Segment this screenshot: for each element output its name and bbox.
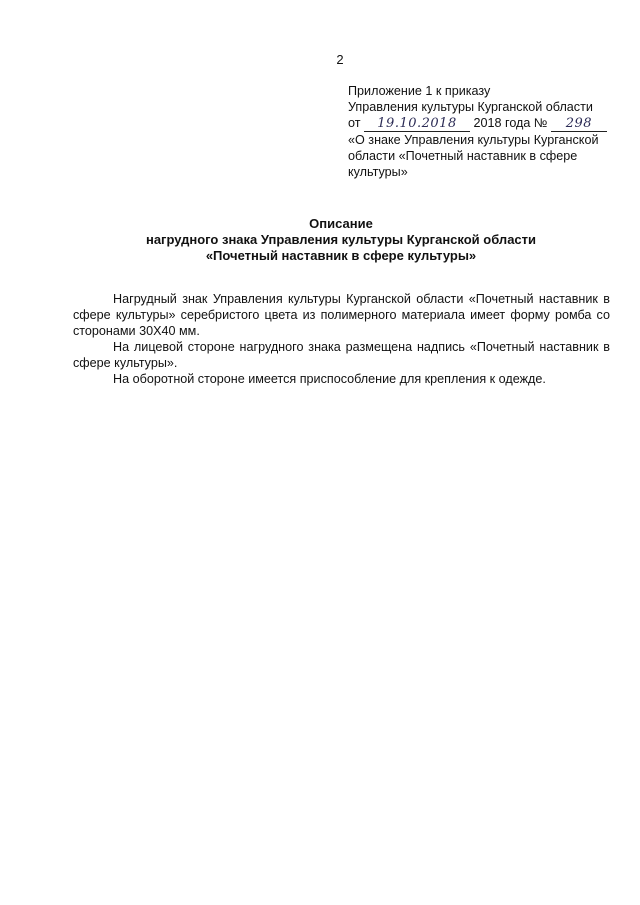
page-number: 2: [336, 52, 344, 67]
handwritten-date: 19.10.2018: [364, 117, 470, 132]
appendix-line-4: «О знаке Управления культуры Курганской: [348, 133, 599, 147]
appendix-line-5: области «Почетный наставник в сфере: [348, 149, 578, 163]
appendix-line-2: Управления культуры Курганской области: [348, 100, 593, 114]
body-paragraph-2: На лицевой стороне нагрудного знака размещена надпись «Почетный наставник в сфере культуры».: [73, 340, 610, 370]
appendix-line-1: Приложение 1 к приказу: [348, 84, 491, 98]
appendix-block: [348, 83, 618, 180]
heading-title: Описание: [309, 216, 373, 231]
document-body: [73, 291, 610, 387]
year-text: 2018 года №: [473, 116, 548, 130]
appendix-line-6: культуры»: [348, 165, 408, 179]
heading-subtitle-1: нагрудного знака Управления культуры Курганской области: [145, 232, 537, 247]
heading-subtitle-2: «Почетный наставник в сфере культуры»: [205, 248, 477, 263]
handwritten-order-number: 298: [551, 117, 607, 132]
document-heading: [0, 216, 640, 264]
date-prefix: от: [348, 116, 361, 130]
body-paragraph-1: Нагрудный знак Управления культуры Курганской области «Почетный наставник в сфере культуры» серебристого цвета из полимерного материала имеет форму ромба со сторонами 30Х40 мм.: [73, 292, 610, 338]
appendix-date-line: [348, 115, 618, 132]
body-paragraph-3: На оборотной стороне имеется приспособление для крепления к одежде.: [113, 372, 546, 386]
